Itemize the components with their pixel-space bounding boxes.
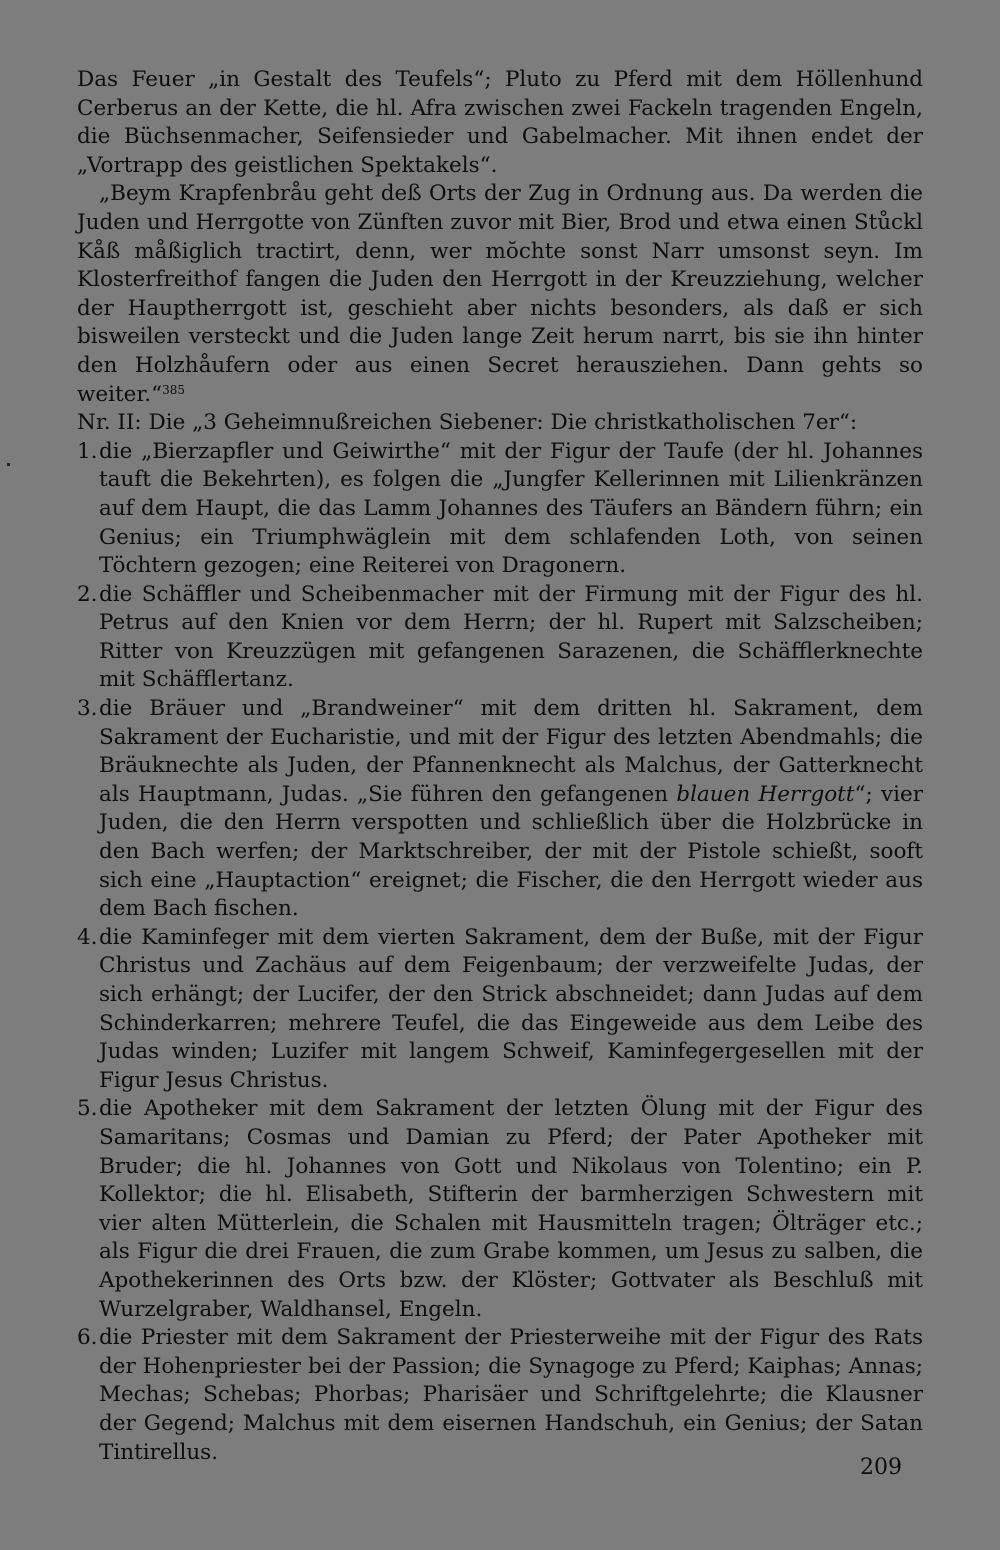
list-item	[77, 581, 923, 695]
list-item	[77, 1324, 923, 1467]
item-text-part: die Bräuer und „Brandweiner“ mit dem dritten hl. Sakrament, dem Sakrament der Eucharistie, und mit der Figur des letzten Abendmahls; die Bräuknechte als Juden, der Pfannenknecht als Malchus, der Gatterknecht als Hauptmann, Judas. „Sie führen den gefangenen	[99, 696, 923, 807]
item-number: 6.	[77, 1325, 98, 1351]
page-body	[77, 66, 923, 1467]
item-text: die „Bierzapfler und Geiwirthe“ mit der Figur der Taufe (der hl. Johannes tauft die Bekehrten), es folgen die „Jungfer Kellerinnen mit Lilienkränzen auf dem Haupt, die das Lamm Johannes des Täufers an Bändern führn; ein Genius; ein Triumphwäglein mit dem schlafenden Loth, von seinen Töchtern gezogen; eine Reiterei von Dragonern.	[99, 438, 923, 579]
footnote-ref: 385	[162, 382, 186, 397]
item-text-italic: blauen Herrgott	[676, 781, 855, 807]
item-text: die Priester mit dem Sakrament der Priesterweihe mit der Figur des Rats der Hohenpriester bei der Passion; die Synagoge zu Pferd; Kaiphas; Annas; Mechas; Schebas; Phorbas; Pharisäer und Schriftgelehrte; die Klausner der Gegend; Malchus mit dem eisernen Handschuh, ein Genius; der Satan Tintirellus.	[99, 1325, 923, 1465]
item-text: die Schäffler und Scheibenmacher mit der Firmung mit der Figur des hl. Petrus auf den Knien vor dem Herrn; der hl. Rupert mit Salzscheiben; Ritter von Kreuzzügen mit gefangenen Sarazenen, die Schäfflerknechte mit Schäfflertanz.	[99, 581, 923, 693]
item-number: 3.	[77, 696, 98, 722]
item-text: die Apotheker mit dem Sakrament der letzten Ölung mit der Figur des Samaritans; Cosmas und Damian zu Pferd; der Pater Apotheker mit Bruder; die hl. Johannes von Gott und Nikolaus von Tolentino; ein P. Kollektor; die hl. Elisabeth, Stifterin der barmherzigen Schwestern mit vier alten Mütterlein, die Schalen mit Hausmitteln tragen; Ölträger etc.; als Figur die drei Frauen, die zum Grabe kommen, um Jesus zu salben, die Apothekerinnen des Orts bzw. der Klöster; Gottvater als Beschluß mit Wurzelgraber, Waldhansel, Engeln.	[99, 1096, 923, 1322]
list-item	[77, 438, 923, 581]
item-number: 5.	[77, 1096, 98, 1122]
list-item	[77, 1095, 923, 1324]
quote-text: „Beym Krapfenbråu geht deß Orts der Zug in Ordnung aus. Da werden die Juden und Herrgotte von Zünften zuvor mit Bier, Brod und etwa einen Stůckl Kåß måßiglich tractirt, denn, wer mŏchte sonst Narr umsonst seyn. Im Klosterfreithof fangen die Juden den Herrgott in der Kreuzziehung, welcher der Hauptherrgott ist, geschieht aber nichts besonders, als daß er sich bisweilen versteckt und die Juden lange Zeit herum narrt, bis sie ihn hinter den Holzhåufern oder aus einen Secret herausziehen. Dann gehts so weiter.“	[77, 181, 923, 407]
item-text-part: “; vier Juden, die den Herrn verspotten und schließlich über die Holzbrücke in den Bach werfen; der Marktschreiber, der mit der Pistole schießt, sooft sich eine „Hauptaction“ ereignet; die Fischer, die den Herrgott wieder aus dem Bach fischen.	[99, 781, 923, 922]
nr2-heading: Nr. II: Die „3 Geheimnußreichen Siebener: Die christkatholischen 7er“:	[77, 410, 858, 436]
paragraph-1: Das Feuer „in Gestalt des Teufels“; Pluto zu Pferd mit dem Höllenhund Cerberus an der Kette, die hl. Afra zwischen zwei Fackeln tragenden Engeln, die Büchsenmacher, Seifensieder und Gabelmacher. Mit ihnen endet der „Vortrapp des geistlichen Spektakels“.	[77, 67, 923, 178]
scan-speck	[7, 463, 10, 466]
item-number: 2.	[77, 581, 98, 607]
list-item	[77, 695, 923, 924]
paragraph-2	[77, 180, 923, 409]
item-number: 4.	[77, 924, 98, 950]
item-text	[99, 695, 923, 924]
item-text: die Kaminfeger mit dem vierten Sakrament, dem der Buße, mit der Figur Christus und Zachäus auf dem Feigenbaum; der verzweifelte Judas, der sich erhängt; der Lucifer, der den Strick abschneidet; dann Judas auf dem Schinderkarren; mehrere Teufel, die das Eingeweide aus dem Leibe des Judas winden; Luzifer mit langem Schweif, Kaminfegergesellen mit der Figur Jesus Christus.	[99, 924, 923, 1093]
list-item	[77, 924, 923, 1096]
page-number: 209	[860, 1455, 902, 1480]
item-number: 1.	[77, 438, 98, 464]
